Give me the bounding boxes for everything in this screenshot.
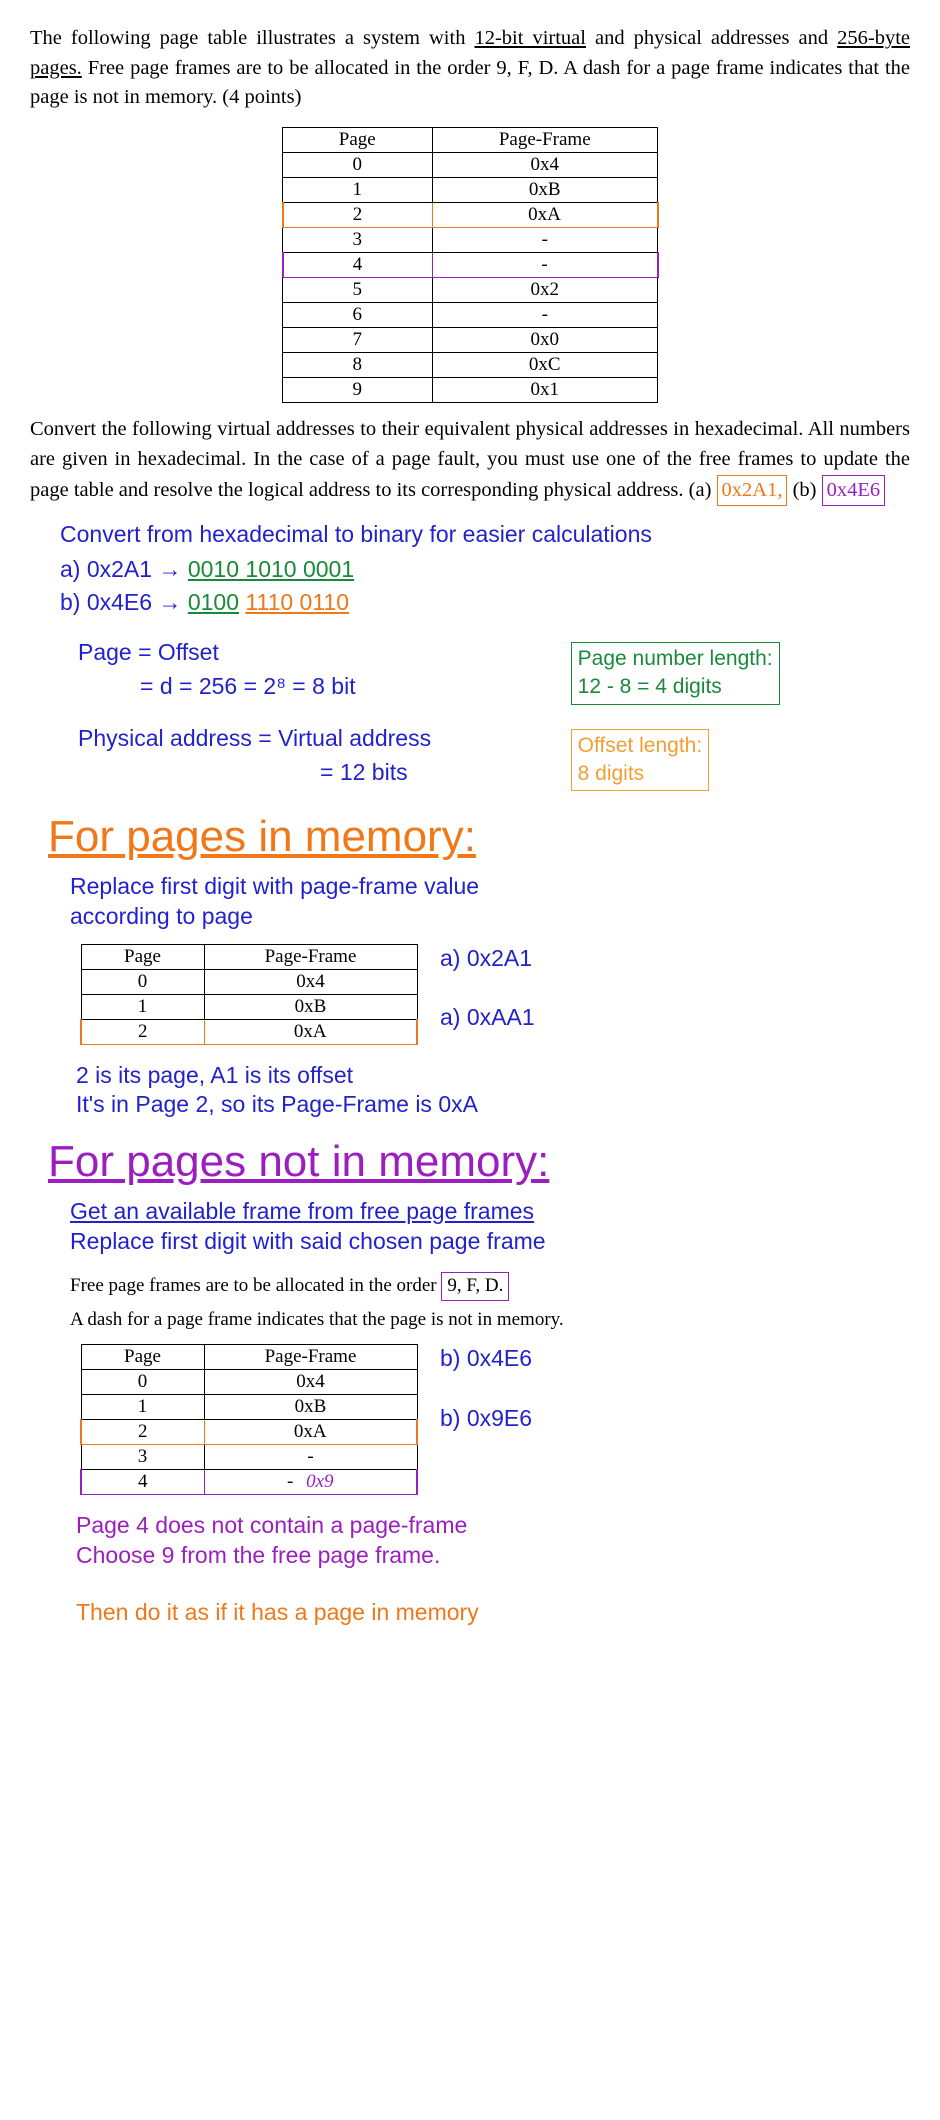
cell-page: 0 bbox=[81, 969, 204, 994]
table-row bbox=[283, 328, 658, 353]
convert-heading: Convert from hexadecimal to binary for easier calculations bbox=[60, 521, 652, 548]
intro-text-1: The following page table illustrates a system with bbox=[30, 27, 475, 49]
cell-page: 4 bbox=[81, 1469, 204, 1494]
free-frames-order-box: 9, F, D. bbox=[441, 1272, 509, 1301]
convert-line-a-prefix: a) 0x2A1 → bbox=[60, 556, 188, 583]
page-number-length-value: 12 - 8 = 4 digits bbox=[577, 675, 722, 699]
table-row bbox=[81, 969, 417, 994]
cell-frame: - bbox=[432, 253, 658, 278]
cell-page: 6 bbox=[283, 303, 433, 328]
cell-frame: 0x4 bbox=[432, 153, 658, 178]
table-header-row bbox=[81, 1344, 417, 1369]
table-row bbox=[81, 1394, 417, 1419]
cell-frame: - bbox=[432, 303, 658, 328]
table-row bbox=[283, 228, 658, 253]
cell-page: 2 bbox=[283, 203, 433, 228]
header-page: Page bbox=[283, 128, 433, 153]
not-in-memory-explain-2: Choose 9 from the free page frame. bbox=[76, 1541, 441, 1568]
cell-frame: 0x4 bbox=[204, 969, 417, 994]
cell-frame: 0xB bbox=[204, 994, 417, 1019]
convert-line-b-binary-1: 0100 bbox=[187, 589, 240, 616]
not-in-memory-rule-2: Replace first digit with said chosen page frame bbox=[70, 1227, 546, 1254]
in-memory-answer-result: a) 0xAA1 bbox=[440, 1004, 535, 1031]
table-row-highlighted-orange bbox=[283, 203, 658, 228]
header-page: Page bbox=[81, 944, 204, 969]
intro-text-3: Free page frames are to be allocated in the order 9, F, D. A dash for a page frame indicates that the page is not in memory. (4 points) bbox=[30, 56, 910, 109]
cell-frame: 0xA bbox=[204, 1419, 417, 1444]
question-paragraph bbox=[30, 415, 910, 506]
cell-page: 1 bbox=[81, 994, 204, 1019]
table-row-highlighted-orange bbox=[81, 1019, 417, 1044]
cell-page: 2 bbox=[81, 1019, 204, 1044]
heading-pages-not-in-memory: For pages not in memory: bbox=[48, 1137, 550, 1187]
offset-length-label: Offset length: bbox=[577, 733, 703, 757]
cell-frame: 0xA bbox=[432, 203, 658, 228]
convert-line-b-prefix: b) 0x4E6 → bbox=[60, 589, 188, 616]
cell-frame: 0x1 bbox=[432, 378, 658, 403]
cell-frame: - bbox=[432, 228, 658, 253]
table-row bbox=[81, 1369, 417, 1394]
intro-paragraph bbox=[30, 24, 910, 113]
cell-page: 8 bbox=[283, 353, 433, 378]
offset-length-box bbox=[571, 729, 710, 792]
heading-pages-in-memory: For pages in memory: bbox=[48, 812, 476, 862]
question-text: Convert the following virtual addresses to their equivalent physical addresses in hexadecimal. All numbers are given in hexadecimal. In the case of a page fault, you must use one of the free frames to update the page table and resolve the logical address to its corresponding physical address. (a) bbox=[30, 418, 910, 501]
question-b-prefix: (b) bbox=[787, 478, 822, 501]
handwritten-frame-annotation: 0x9 bbox=[306, 1470, 334, 1492]
table-row bbox=[283, 178, 658, 203]
cell-page: 1 bbox=[81, 1394, 204, 1419]
table-row-highlighted-purple bbox=[81, 1469, 417, 1494]
cell-frame: 0xC bbox=[432, 353, 658, 378]
cell-page: 3 bbox=[81, 1444, 204, 1469]
cell-frame bbox=[204, 1469, 417, 1494]
cell-page: 7 bbox=[283, 328, 433, 353]
question-b-value: 0x4E6 bbox=[822, 475, 886, 507]
table-row bbox=[283, 378, 658, 403]
cell-page: 2 bbox=[81, 1419, 204, 1444]
header-page-frame: Page-Frame bbox=[204, 1344, 417, 1369]
table-row bbox=[283, 278, 658, 303]
cell-page: 5 bbox=[283, 278, 433, 303]
table-row bbox=[283, 303, 658, 328]
restate-text-1: Free page frames are to be allocated in the order bbox=[70, 1275, 442, 1297]
intro-underline-1: 12-bit virtual bbox=[474, 27, 586, 49]
in-memory-explain-2: It's in Page 2, so its Page-Frame is 0xA bbox=[76, 1091, 478, 1118]
table-row-highlighted-purple bbox=[283, 253, 658, 278]
physical-address-line-2: = 12 bits bbox=[320, 758, 408, 785]
convert-line-a-binary: 0010 1010 0001 bbox=[187, 556, 355, 583]
in-memory-rule-2: according to page bbox=[70, 902, 253, 929]
cell-page: 0 bbox=[283, 153, 433, 178]
cell-page: 9 bbox=[283, 378, 433, 403]
page-offset-line-1: Page = Offset bbox=[78, 638, 219, 665]
cell-frame: 0xB bbox=[204, 1394, 417, 1419]
in-memory-answer-given: a) 0x2A1 bbox=[440, 944, 533, 971]
cell-frame: 0x2 bbox=[432, 278, 658, 303]
page-offset-line-2: = d = 256 = 2⁸ = 8 bit bbox=[140, 672, 356, 699]
restate-free-frames bbox=[70, 1272, 910, 1301]
in-memory-rule-1: Replace first digit with page-frame value bbox=[70, 872, 480, 899]
page-table-not-in-memory bbox=[80, 1344, 418, 1495]
cell-page: 4 bbox=[283, 253, 433, 278]
not-in-memory-answer-given: b) 0x4E6 bbox=[440, 1344, 533, 1371]
cell-frame-text: - bbox=[286, 1470, 294, 1492]
not-in-memory-rule-1: Get an available frame from free page frames bbox=[70, 1197, 535, 1224]
cell-frame: 0xA bbox=[204, 1019, 417, 1044]
cell-page: 0 bbox=[81, 1369, 204, 1394]
cell-page: 1 bbox=[283, 178, 433, 203]
in-memory-explain-1: 2 is its page, A1 is its offset bbox=[76, 1061, 353, 1088]
table-row-highlighted-orange bbox=[81, 1419, 417, 1444]
cell-frame: 0x0 bbox=[432, 328, 658, 353]
header-page: Page bbox=[81, 1344, 204, 1369]
offset-length-value: 8 digits bbox=[577, 762, 645, 786]
intro-underline-2: 256-byte pages. bbox=[30, 27, 910, 79]
physical-address-line-1: Physical address = Virtual address bbox=[78, 724, 432, 751]
table-row bbox=[283, 153, 658, 178]
restate-dash-note: A dash for a page frame indicates that the page is not in memory. bbox=[70, 1309, 564, 1331]
convert-line-b bbox=[60, 588, 910, 618]
cell-frame: 0x4 bbox=[204, 1369, 417, 1394]
not-in-memory-explain-1: Page 4 does not contain a page-frame bbox=[76, 1511, 468, 1538]
question-a-value: 0x2A1, bbox=[717, 475, 788, 507]
page-number-length-box bbox=[571, 642, 780, 705]
not-in-memory-answer-result: b) 0x9E6 bbox=[440, 1404, 533, 1431]
page-table-in-memory bbox=[80, 944, 418, 1045]
table-header-row bbox=[283, 128, 658, 153]
cell-frame: 0xB bbox=[432, 178, 658, 203]
table-row bbox=[81, 994, 417, 1019]
header-page-frame: Page-Frame bbox=[204, 944, 417, 969]
page-table-main bbox=[282, 127, 659, 403]
intro-text-2: and physical addresses and bbox=[585, 27, 838, 49]
cell-frame: - bbox=[204, 1444, 417, 1469]
table-header-row bbox=[81, 944, 417, 969]
footer-note: Then do it as if it has a page in memory bbox=[76, 1599, 479, 1626]
cell-page: 3 bbox=[283, 228, 433, 253]
table-row bbox=[81, 1444, 417, 1469]
table-row bbox=[283, 353, 658, 378]
page-number-length-label: Page number length: bbox=[577, 646, 773, 670]
convert-line-a bbox=[60, 555, 910, 585]
header-page-frame: Page-Frame bbox=[432, 128, 658, 153]
convert-line-b-binary-2: 1110 0110 bbox=[245, 589, 350, 616]
